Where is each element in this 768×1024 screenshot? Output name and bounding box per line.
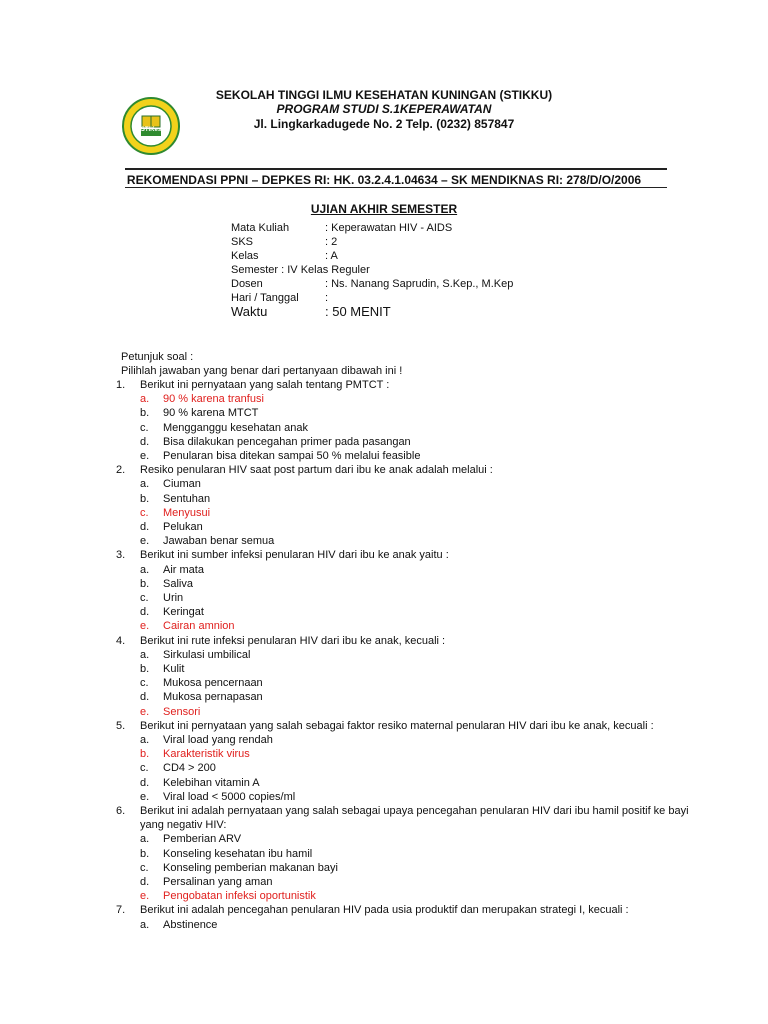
question-number: 4. bbox=[116, 634, 126, 647]
answer-option bbox=[0, 861, 768, 875]
option-text: Ciuman bbox=[163, 478, 201, 491]
mata-kuliah-label: Mata Kuliah bbox=[231, 222, 290, 234]
option-letter: a. bbox=[140, 563, 150, 576]
option-letter: a. bbox=[140, 393, 150, 406]
option-letter: d. bbox=[140, 691, 150, 704]
hari-value: : bbox=[325, 292, 329, 304]
option-text: Air mata bbox=[163, 563, 204, 576]
option-letter: e. bbox=[140, 450, 150, 462]
info-row-kelas bbox=[0, 249, 768, 263]
recommendation-line: REKOMENDASI PPNI – DEPKES RI: HK. 03.2.4.1.04634 – SK MENDIKNAS RI: 278/D/O/2006 bbox=[126, 173, 642, 187]
answer-option bbox=[0, 421, 768, 435]
option-text: Sirkulasi umbilical bbox=[163, 648, 251, 661]
option-text: Menyusui bbox=[163, 506, 211, 519]
kelas-value: : A bbox=[325, 250, 338, 262]
question-text: Berikut ini rute infeksi penularan HIV dari ibu ke anak, kecuali : bbox=[140, 634, 446, 647]
answer-option-correct bbox=[0, 619, 768, 633]
institution-address: Jl. Lingkarkadugede No. 2 Telp. (0232) 857847 bbox=[253, 117, 515, 131]
option-letter: d. bbox=[140, 876, 150, 888]
dosen-label: Dosen bbox=[231, 278, 263, 290]
option-text: 90 % karena MTCT bbox=[163, 407, 259, 420]
option-letter: c. bbox=[140, 506, 149, 519]
question-number: 5. bbox=[116, 719, 126, 732]
option-letter: b. bbox=[140, 577, 150, 590]
answer-option bbox=[0, 435, 768, 449]
answer-option bbox=[0, 406, 768, 420]
header-divider-top bbox=[125, 168, 667, 170]
question-text: Berikut ini adalah pencegahan penularan HIV pada usia produktif dan merupakan strategi I, kecuali : bbox=[140, 904, 629, 917]
answer-option bbox=[0, 918, 768, 932]
option-text: Viral load < 5000 copies/ml bbox=[163, 790, 296, 803]
option-text: Persalinan yang aman bbox=[163, 876, 273, 888]
info-row-semester bbox=[0, 263, 768, 277]
option-text: CD4 > 200 bbox=[163, 762, 216, 775]
answer-option bbox=[0, 477, 768, 491]
answer-option bbox=[0, 449, 768, 463]
option-letter: c. bbox=[140, 861, 149, 874]
sks-value: : 2 bbox=[325, 236, 338, 248]
exam-title: UJIAN AKHIR SEMESTER bbox=[310, 202, 458, 216]
semester-line: Semester : IV Kelas Reguler bbox=[231, 264, 370, 276]
option-letter: a. bbox=[140, 648, 150, 661]
option-text: Pemberian ARV bbox=[163, 833, 242, 846]
question-line-continued bbox=[0, 818, 768, 832]
mata-kuliah-value: : Keperawatan HIV - AIDS bbox=[325, 222, 453, 234]
answer-option-correct bbox=[0, 392, 768, 406]
option-text: Karakteristik virus bbox=[163, 748, 250, 761]
option-letter: c. bbox=[140, 677, 149, 690]
option-letter: b. bbox=[140, 663, 150, 675]
waktu-label: Waktu bbox=[231, 304, 268, 319]
answer-option bbox=[0, 733, 768, 747]
question-text: Berikut ini sumber infeksi penularan HIV dari ibu ke anak yaitu : bbox=[140, 549, 449, 562]
option-letter: d. bbox=[140, 435, 150, 448]
question-number: 3. bbox=[116, 549, 126, 562]
answer-option bbox=[0, 790, 768, 804]
answer-option bbox=[0, 534, 768, 548]
instructions-text-line bbox=[0, 364, 768, 378]
info-row-hari bbox=[0, 291, 768, 305]
question-text: Berikut ini adalah pernyataan yang salah sebagai upaya pencegahan penularan HIV dari ibu hamil positif ke bayi bbox=[140, 805, 689, 817]
kelas-label: Kelas bbox=[231, 250, 259, 262]
question-text: Berikut ini pernyataan yang salah tentang PMTCT : bbox=[140, 379, 390, 391]
question-text: Resiko penularan HIV saat post partum dari ibu ke anak adalah melalui : bbox=[140, 464, 493, 477]
dosen-value: : Ns. Nanang Saprudin, S.Kep., M.Kep bbox=[325, 278, 514, 290]
question-text-continued: yang negativ HIV: bbox=[140, 819, 227, 832]
answer-option bbox=[0, 761, 768, 775]
answer-option bbox=[0, 662, 768, 676]
answer-option bbox=[0, 492, 768, 506]
answer-option bbox=[0, 591, 768, 605]
option-text: Sensori bbox=[163, 705, 201, 718]
option-text: Penularan bisa ditekan sampai 50 % melalui feasible bbox=[163, 450, 421, 462]
instructions-title: Petunjuk soal : bbox=[121, 351, 194, 363]
answer-option bbox=[0, 520, 768, 534]
option-letter: a. bbox=[140, 734, 150, 746]
question-line bbox=[0, 634, 768, 648]
option-text: Konseling kesehatan ibu hamil bbox=[163, 847, 313, 860]
answer-option-correct bbox=[0, 889, 768, 903]
answer-option bbox=[0, 776, 768, 790]
option-letter: c. bbox=[140, 421, 149, 434]
option-text: Mengganggu kesehatan anak bbox=[163, 421, 308, 434]
option-letter: c. bbox=[140, 592, 149, 604]
answer-option bbox=[0, 832, 768, 846]
option-text: Pelukan bbox=[163, 521, 203, 533]
question-number: 6. bbox=[116, 805, 126, 817]
option-text: Urin bbox=[163, 592, 184, 604]
option-letter: b. bbox=[140, 748, 150, 761]
option-letter: d. bbox=[140, 776, 150, 789]
option-letter: b. bbox=[140, 492, 150, 505]
question-text: Berikut ini pernyataan yang salah sebagai faktor resiko maternal penularan HIV dari ibu ke anak, kecuali : bbox=[140, 719, 654, 732]
instructions-title-line bbox=[0, 350, 768, 364]
option-text: Saliva bbox=[163, 577, 193, 590]
question-line bbox=[0, 804, 768, 818]
option-letter: e. bbox=[140, 535, 150, 548]
option-text: Kelebihan vitamin A bbox=[163, 776, 260, 789]
answer-option-correct bbox=[0, 747, 768, 761]
info-row-dosen bbox=[0, 277, 768, 291]
answer-option bbox=[0, 847, 768, 861]
option-text: Viral load yang rendah bbox=[163, 734, 273, 746]
answer-option bbox=[0, 875, 768, 889]
option-text: Pengobatan infeksi oportunistik bbox=[163, 890, 316, 903]
option-letter: a. bbox=[140, 833, 150, 846]
question-line bbox=[0, 548, 768, 562]
question-line bbox=[0, 463, 768, 477]
question-line bbox=[0, 378, 768, 392]
option-letter: c. bbox=[140, 762, 149, 775]
answer-option bbox=[0, 577, 768, 591]
option-text: Konseling pemberian makanan bayi bbox=[163, 861, 338, 874]
option-text: Mukosa pencernaan bbox=[163, 677, 263, 690]
info-row-waktu bbox=[0, 305, 768, 321]
question-line bbox=[0, 903, 768, 917]
answer-option-correct bbox=[0, 705, 768, 719]
option-text: Abstinence bbox=[163, 918, 218, 931]
option-letter: e. bbox=[140, 620, 150, 633]
answer-option bbox=[0, 605, 768, 619]
program-name: PROGRAM STUDI S.1KEPERAWATAN bbox=[276, 102, 492, 116]
option-letter: d. bbox=[140, 606, 150, 619]
question-number: 7. bbox=[116, 904, 126, 917]
option-letter: e. bbox=[140, 705, 150, 718]
option-letter: a. bbox=[140, 478, 150, 491]
option-text: Jawaban benar semua bbox=[163, 535, 275, 548]
logo-text: STIKes bbox=[140, 127, 162, 133]
option-text: Keringat bbox=[163, 606, 204, 619]
answer-option-correct bbox=[0, 506, 768, 520]
option-letter: b. bbox=[140, 847, 150, 860]
answer-option bbox=[0, 563, 768, 577]
option-letter: e. bbox=[140, 890, 150, 903]
waktu-value: : 50 MENIT bbox=[325, 304, 391, 319]
option-letter: a. bbox=[140, 918, 150, 931]
question-number: 2. bbox=[116, 464, 126, 477]
option-letter: e. bbox=[140, 790, 150, 803]
header-divider-bottom bbox=[125, 187, 667, 188]
hari-label: Hari / Tanggal bbox=[231, 292, 299, 304]
option-letter: d. bbox=[140, 521, 150, 533]
option-text: 90 % karena tranfusi bbox=[163, 393, 264, 406]
answer-option bbox=[0, 690, 768, 704]
option-text: Mukosa pernapasan bbox=[163, 691, 263, 704]
answer-option bbox=[0, 676, 768, 690]
option-text: Cairan amnion bbox=[163, 620, 235, 633]
sks-label: SKS bbox=[231, 236, 254, 248]
info-row-sks bbox=[0, 235, 768, 249]
option-text: Bisa dilakukan pencegahan primer pada pasangan bbox=[163, 435, 411, 448]
question-number: 1. bbox=[116, 379, 126, 391]
option-text: Sentuhan bbox=[163, 492, 211, 505]
institution-name: SEKOLAH TINGGI ILMU KESEHATAN KUNINGAN (STIKKU) bbox=[215, 88, 553, 102]
answer-option bbox=[0, 648, 768, 662]
info-row-mata-kuliah bbox=[0, 221, 768, 235]
option-letter: b. bbox=[140, 407, 150, 420]
question-line bbox=[0, 719, 768, 733]
instructions-text: Pilihlah jawaban yang benar dari pertanyaan dibawah ini ! bbox=[121, 365, 403, 377]
option-text: Kulit bbox=[163, 663, 185, 675]
